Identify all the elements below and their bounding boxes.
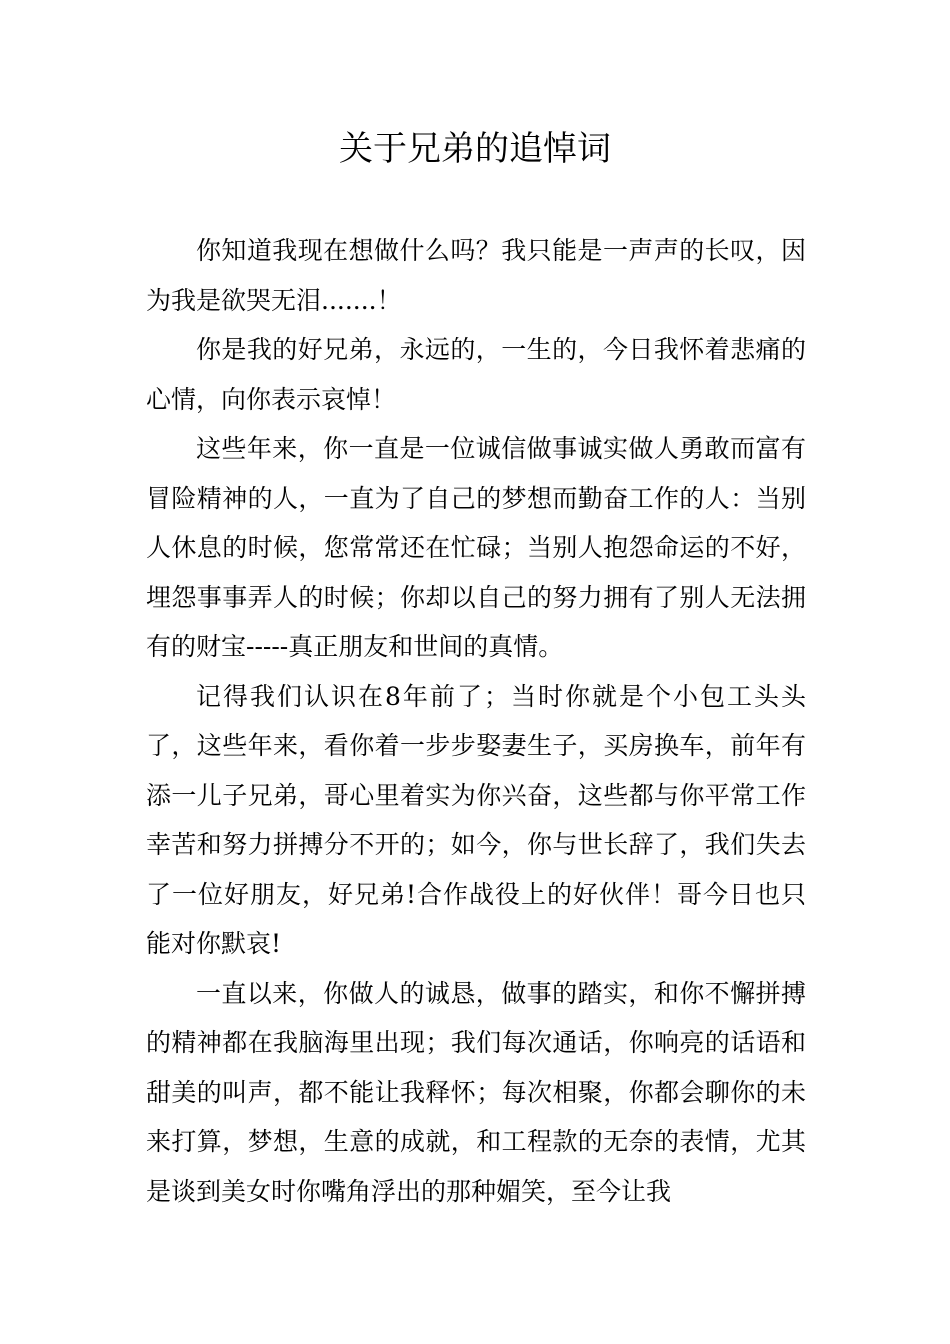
paragraph-2: 你是我的好兄弟，永远的，一生的，今日我怀着悲痛的心情，向你表示哀悼！ bbox=[146, 335, 806, 414]
paragraph-5: 一直以来，你做人的诚恳，做事的踏实，和你不懈拼搏的精神都在我脑海里出现；我们每次通话，你响亮的话语和甜美的叫声，都不能让我释怀；每次相聚，你都会聊你的未来打算，梦想，生意的成就，和工程款的无奈的表情，尤其是谈到美女时你嘴角浮出的那种媚笑，至今让我 bbox=[146, 978, 806, 1206]
document-title: 关于兄弟的追悼词 bbox=[339, 129, 611, 169]
paragraph-1: 你知道我现在想做什么吗？我只能是一声声的长叹，因为我是欲哭无泪.......！ bbox=[146, 236, 806, 315]
document-body bbox=[146, 226, 806, 1216]
paragraph-4: 记得我们认识在8年前了；当时你就是个小包工头头了，这些年来，看你着一步步娶妻生子，买房换车，前年有添一儿子兄弟，哥心里着实为你兴奋，这些都与你平常工作幸苦和努力拼搏分不开的；如今，你与世长辞了，我们失去了一位好朋友，好兄弟!合作战役上的好伙伴！哥今日也只能对你默哀! bbox=[146, 681, 806, 958]
paragraph-3: 这些年来，你一直是一位诚信做事诚实做人勇敢而富有冒险精神的人，一直为了自己的梦想而勤奋工作的人：当别人休息的时候，您常常还在忙碌；当别人抱怨命运的不好，埋怨事事弄人的时候；你却以自己的努力拥有了别人无法拥有的财宝-----真正朋友和世间的真情。 bbox=[146, 434, 806, 661]
